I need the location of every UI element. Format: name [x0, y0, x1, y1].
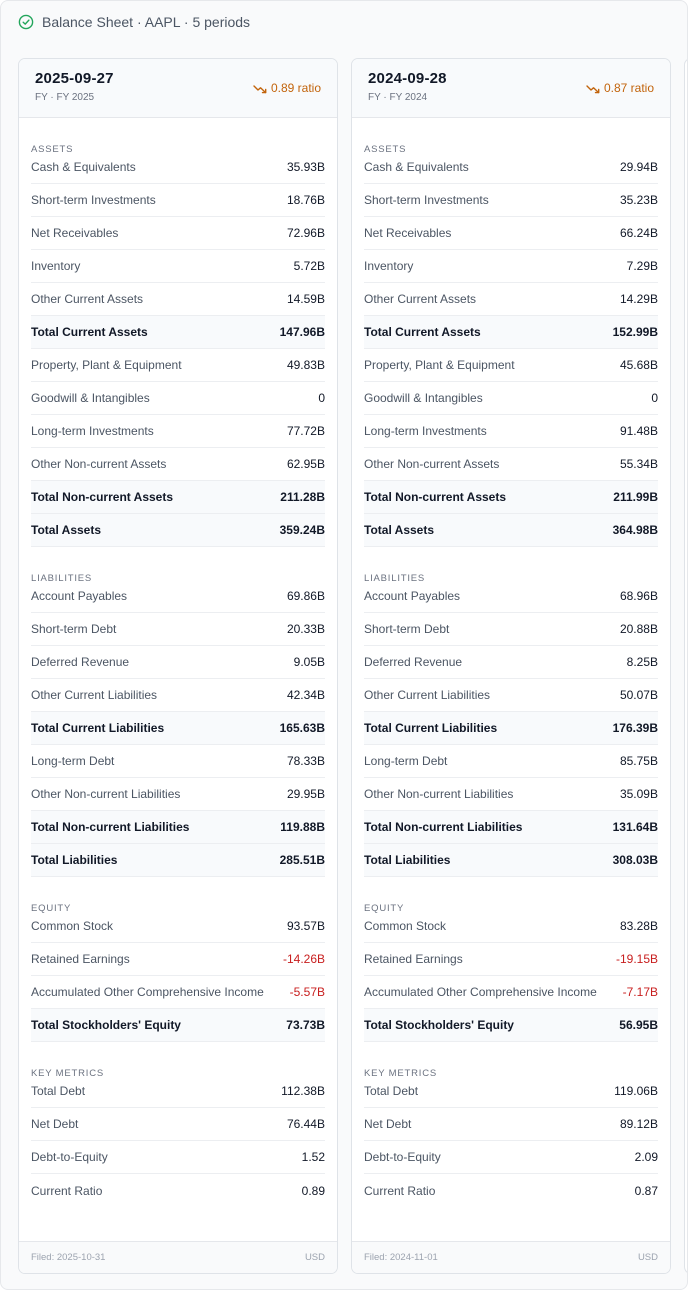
- line-item-total-non-current-assets: [364, 481, 658, 514]
- line-item-common-stock: [31, 910, 325, 943]
- line-item-label: Current Ratio: [364, 1183, 436, 1198]
- section-heading-equity: EQUITY: [31, 903, 72, 914]
- line-item-label: Total Current Liabilities: [364, 721, 498, 735]
- line-item-value: 35.23B: [619, 193, 658, 207]
- line-item-accumulated-other-comprehensive-income: [31, 976, 325, 1009]
- line-item-short-term-debt: [31, 613, 325, 646]
- line-item-long-term-investments: [364, 415, 658, 448]
- line-item-label: Other Non-current Assets: [31, 457, 167, 471]
- section-heading-liabilities: LIABILITIES: [31, 573, 93, 584]
- line-item-value: 131.64B: [612, 820, 658, 834]
- line-item-label: Retained Earnings: [31, 952, 130, 966]
- line-item-value: 152.99B: [612, 325, 658, 339]
- line-item-label: Other Non-current Liabilities: [364, 787, 514, 801]
- line-item-total-stockholders-equity: [31, 1009, 325, 1042]
- line-item-other-current-assets: [31, 283, 325, 316]
- section-heading-assets: ASSETS: [364, 144, 407, 155]
- line-item-label: Other Current Liabilities: [31, 688, 158, 702]
- line-item-label: Long-term Debt: [364, 754, 448, 768]
- line-item-label: Short-term Debt: [364, 622, 450, 636]
- line-item-value: 2.09: [634, 1150, 658, 1164]
- line-item-label: Total Current Liabilities: [31, 721, 165, 735]
- line-item-other-current-liabilities: [31, 679, 325, 712]
- line-item-deferred-revenue: [31, 646, 325, 679]
- line-item-total-current-liabilities: [31, 712, 325, 745]
- line-item-value: 147.96B: [279, 325, 325, 339]
- line-item-value: 89.12B: [619, 1117, 658, 1131]
- line-item-value: 119.88B: [280, 820, 325, 834]
- line-item-total-non-current-liabilities: [364, 811, 658, 844]
- line-item-label: Total Debt: [31, 1084, 86, 1098]
- line-item-value: 69.86B: [286, 589, 325, 603]
- period-subtitle: FY · FY 2025: [35, 92, 95, 103]
- line-item-net-debt: [364, 1108, 658, 1141]
- line-item-long-term-investments: [31, 415, 325, 448]
- line-item-label: Other Current Liabilities: [364, 688, 491, 702]
- line-item-label: Goodwill & Intangibles: [364, 391, 483, 405]
- line-item-debt-to-equity: [364, 1141, 658, 1174]
- line-item-short-term-debt: [364, 613, 658, 646]
- line-item-accumulated-other-comprehensive-income: [364, 976, 658, 1009]
- line-item-total-debt: [364, 1075, 658, 1108]
- line-item-cash-equivalents: [364, 151, 658, 184]
- line-item-common-stock: [364, 910, 658, 943]
- line-item-value: 5.72B: [293, 259, 325, 273]
- line-item-label: Total Debt: [364, 1084, 419, 1098]
- period-date: 2025-09-27: [35, 70, 114, 87]
- line-item-label: Short-term Debt: [31, 622, 117, 636]
- line-item-retained-earnings: [364, 943, 658, 976]
- line-item-value: 49.83B: [286, 358, 325, 372]
- line-item-value: 211.28B: [280, 490, 325, 504]
- line-item-inventory: [31, 250, 325, 283]
- line-item-label: Long-term Investments: [31, 424, 154, 438]
- line-item-value: -5.57B: [289, 985, 325, 999]
- line-item-label: Net Receivables: [31, 226, 119, 240]
- period-card-footer: [19, 1241, 337, 1273]
- line-item-label: Total Current Assets: [364, 325, 481, 339]
- line-item-label: Cash & Equivalents: [31, 160, 136, 174]
- line-item-value: 20.88B: [619, 622, 658, 636]
- line-item-label: Total Stockholders' Equity: [31, 1018, 181, 1032]
- period-card-header: [19, 59, 337, 118]
- line-item-short-term-investments: [31, 184, 325, 217]
- ratio-label: 0.89 ratio: [270, 81, 321, 95]
- line-item-value: 211.99B: [613, 490, 658, 504]
- line-item-value: 165.63B: [279, 721, 325, 735]
- line-item-value: -7.17B: [622, 985, 658, 999]
- line-item-value: 0: [651, 391, 658, 405]
- line-item-value: -14.26B: [282, 952, 325, 966]
- period-card-body: [19, 118, 337, 1207]
- line-item-label: Goodwill & Intangibles: [31, 391, 150, 405]
- line-item-label: Total Liabilities: [31, 853, 118, 867]
- line-item-label: Other Current Assets: [31, 292, 144, 306]
- check-circle-icon: [18, 14, 34, 30]
- line-item-label: Long-term Investments: [364, 424, 487, 438]
- line-item-value: 14.29B: [619, 292, 658, 306]
- line-item-value: 308.03B: [612, 853, 658, 867]
- section-heading-equity: EQUITY: [364, 903, 405, 914]
- line-item-label: Net Debt: [31, 1117, 79, 1131]
- line-item-label: Other Current Assets: [364, 292, 477, 306]
- line-item-value: 72.96B: [286, 226, 325, 240]
- line-item-label: Deferred Revenue: [364, 655, 463, 669]
- current-ratio-badge: [586, 81, 654, 95]
- currency-label: USD: [637, 1252, 658, 1263]
- line-item-value: 8.25B: [626, 655, 658, 669]
- line-item-label: Debt-to-Equity: [364, 1150, 441, 1164]
- line-item-total-non-current-liabilities: [31, 811, 325, 844]
- section-heading-assets: ASSETS: [31, 144, 74, 155]
- line-item-value: -19.15B: [615, 952, 658, 966]
- period-card-header: [352, 59, 670, 118]
- line-item-net-receivables: [364, 217, 658, 250]
- panel-title: Balance Sheet · AAPL · 5 periods: [42, 14, 251, 30]
- line-item-label: Accumulated Other Comprehensive Income: [31, 985, 264, 999]
- line-item-property-plant-equipment: [364, 349, 658, 382]
- line-item-label: Other Non-current Liabilities: [31, 787, 181, 801]
- line-item-total-non-current-assets: [31, 481, 325, 514]
- line-item-value: 62.95B: [286, 457, 325, 471]
- section-heading-key-metrics: KEY METRICS: [31, 1068, 105, 1079]
- line-item-long-term-debt: [31, 745, 325, 778]
- line-item-label: Total Current Assets: [31, 325, 148, 339]
- section-heading-liabilities: LIABILITIES: [364, 573, 426, 584]
- line-item-value: 76.44B: [286, 1117, 325, 1131]
- period-cards[interactable]: [18, 58, 688, 1274]
- line-item-value: 9.05B: [293, 655, 325, 669]
- line-item-value: 35.09B: [619, 787, 658, 801]
- line-item-value: 14.59B: [286, 292, 325, 306]
- line-item-retained-earnings: [31, 943, 325, 976]
- line-item-net-debt: [31, 1108, 325, 1141]
- line-item-total-assets: [364, 514, 658, 547]
- line-item-label: Accumulated Other Comprehensive Income: [364, 985, 597, 999]
- line-item-value: 93.57B: [286, 919, 325, 933]
- line-item-property-plant-equipment: [31, 349, 325, 382]
- line-item-label: Total Non-current Assets: [364, 490, 507, 504]
- line-item-other-current-assets: [364, 283, 658, 316]
- filed-date: Filed: 2025-10-31: [31, 1252, 106, 1263]
- period-card: [18, 58, 338, 1274]
- line-item-value: 18.76B: [286, 193, 325, 207]
- line-item-label: Total Non-current Assets: [31, 490, 174, 504]
- line-item-net-receivables: [31, 217, 325, 250]
- line-item-value: 83.28B: [619, 919, 658, 933]
- line-item-other-non-current-liabilities: [364, 778, 658, 811]
- line-item-value: 359.24B: [279, 523, 325, 537]
- currency-label: USD: [304, 1252, 325, 1263]
- line-item-total-current-assets: [364, 316, 658, 349]
- line-item-value: 119.06B: [614, 1084, 658, 1098]
- line-item-value: 285.51B: [279, 853, 325, 867]
- line-item-value: 73.73B: [286, 1018, 325, 1032]
- line-item-value: 29.94B: [619, 160, 658, 174]
- line-item-cash-equivalents: [31, 151, 325, 184]
- period-card-footer: [352, 1241, 670, 1273]
- line-item-label: Long-term Debt: [31, 754, 115, 768]
- line-item-value: 112.38B: [281, 1084, 325, 1098]
- current-ratio-badge: [253, 81, 321, 95]
- line-item-label: Total Non-current Liabilities: [31, 820, 190, 834]
- line-item-value: 77.72B: [286, 424, 325, 438]
- line-item-label: Current Ratio: [31, 1183, 103, 1198]
- line-item-total-liabilities: [364, 844, 658, 877]
- section-heading-key-metrics: KEY METRICS: [364, 1068, 438, 1079]
- line-item-label: Short-term Investments: [364, 193, 489, 207]
- line-item-value: 85.75B: [619, 754, 658, 768]
- line-item-inventory: [364, 250, 658, 283]
- panel-header: [1, 1, 687, 43]
- line-item-value: 45.68B: [619, 358, 658, 372]
- line-item-label: Net Debt: [364, 1117, 412, 1131]
- line-item-value: 176.39B: [612, 721, 658, 735]
- line-item-other-current-liabilities: [364, 679, 658, 712]
- line-item-value: 50.07B: [619, 688, 658, 702]
- ratio-label: 0.87 ratio: [603, 81, 654, 95]
- period-card: [351, 58, 671, 1274]
- line-item-label: Total Non-current Liabilities: [364, 820, 523, 834]
- line-item-value: 0.89: [301, 1183, 325, 1198]
- line-item-label: Cash & Equivalents: [364, 160, 469, 174]
- line-item-value: 20.33B: [286, 622, 325, 636]
- line-item-total-stockholders-equity: [364, 1009, 658, 1042]
- line-item-value: 1.52: [301, 1150, 325, 1164]
- line-item-deferred-revenue: [364, 646, 658, 679]
- line-item-label: Total Liabilities: [364, 853, 451, 867]
- line-item-label: Inventory: [31, 259, 81, 273]
- line-item-value: 364.98B: [612, 523, 658, 537]
- line-item-label: Common Stock: [364, 919, 447, 933]
- line-item-label: Retained Earnings: [364, 952, 463, 966]
- line-item-label: Account Payables: [31, 589, 128, 603]
- line-item-label: Deferred Revenue: [31, 655, 130, 669]
- line-item-other-non-current-assets: [31, 448, 325, 481]
- period-card-body: [352, 118, 670, 1207]
- line-item-label: Debt-to-Equity: [31, 1150, 108, 1164]
- line-item-label: Total Stockholders' Equity: [364, 1018, 514, 1032]
- line-item-total-liabilities: [31, 844, 325, 877]
- line-item-total-current-assets: [31, 316, 325, 349]
- line-item-account-payables: [364, 580, 658, 613]
- line-item-long-term-debt: [364, 745, 658, 778]
- line-item-value: 0.87: [634, 1183, 658, 1198]
- line-item-value: 66.24B: [619, 226, 658, 240]
- filed-date: Filed: 2024-11-01: [364, 1252, 438, 1263]
- trending-down-icon: [586, 83, 600, 93]
- line-item-label: Account Payables: [364, 589, 461, 603]
- line-item-label: Inventory: [364, 259, 414, 273]
- line-item-value: 0: [318, 391, 325, 405]
- line-item-value: 55.34B: [619, 457, 658, 471]
- line-item-label: Other Non-current Assets: [364, 457, 500, 471]
- line-item-account-payables: [31, 580, 325, 613]
- line-item-label: Common Stock: [31, 919, 114, 933]
- period-date: 2024-09-28: [368, 70, 447, 87]
- period-subtitle: FY · FY 2024: [368, 92, 428, 103]
- line-item-goodwill-intangibles: [364, 382, 658, 415]
- line-item-total-current-liabilities: [364, 712, 658, 745]
- line-item-short-term-investments: [364, 184, 658, 217]
- line-item-goodwill-intangibles: [31, 382, 325, 415]
- line-item-value: 42.34B: [286, 688, 325, 702]
- trending-down-icon: [253, 83, 267, 93]
- line-item-value: 29.95B: [286, 787, 325, 801]
- line-item-label: Total Assets: [364, 523, 435, 537]
- line-item-label: Property, Plant & Equipment: [31, 358, 182, 372]
- line-item-label: Net Receivables: [364, 226, 452, 240]
- line-item-value: 68.96B: [619, 589, 658, 603]
- line-item-current-ratio: [31, 1174, 325, 1207]
- line-item-total-assets: [31, 514, 325, 547]
- line-item-label: Property, Plant & Equipment: [364, 358, 515, 372]
- line-item-current-ratio: [364, 1174, 658, 1207]
- line-item-label: Short-term Investments: [31, 193, 156, 207]
- line-item-value: 78.33B: [286, 754, 325, 768]
- line-item-value: 56.95B: [619, 1018, 658, 1032]
- line-item-other-non-current-assets: [364, 448, 658, 481]
- line-item-value: 91.48B: [619, 424, 658, 438]
- line-item-total-debt: [31, 1075, 325, 1108]
- line-item-other-non-current-liabilities: [31, 778, 325, 811]
- line-item-label: Total Assets: [31, 523, 102, 537]
- next-period-card-partial: [684, 58, 688, 1274]
- line-item-value: 7.29B: [626, 259, 658, 273]
- line-item-debt-to-equity: [31, 1141, 325, 1174]
- line-item-value: 35.93B: [286, 160, 325, 174]
